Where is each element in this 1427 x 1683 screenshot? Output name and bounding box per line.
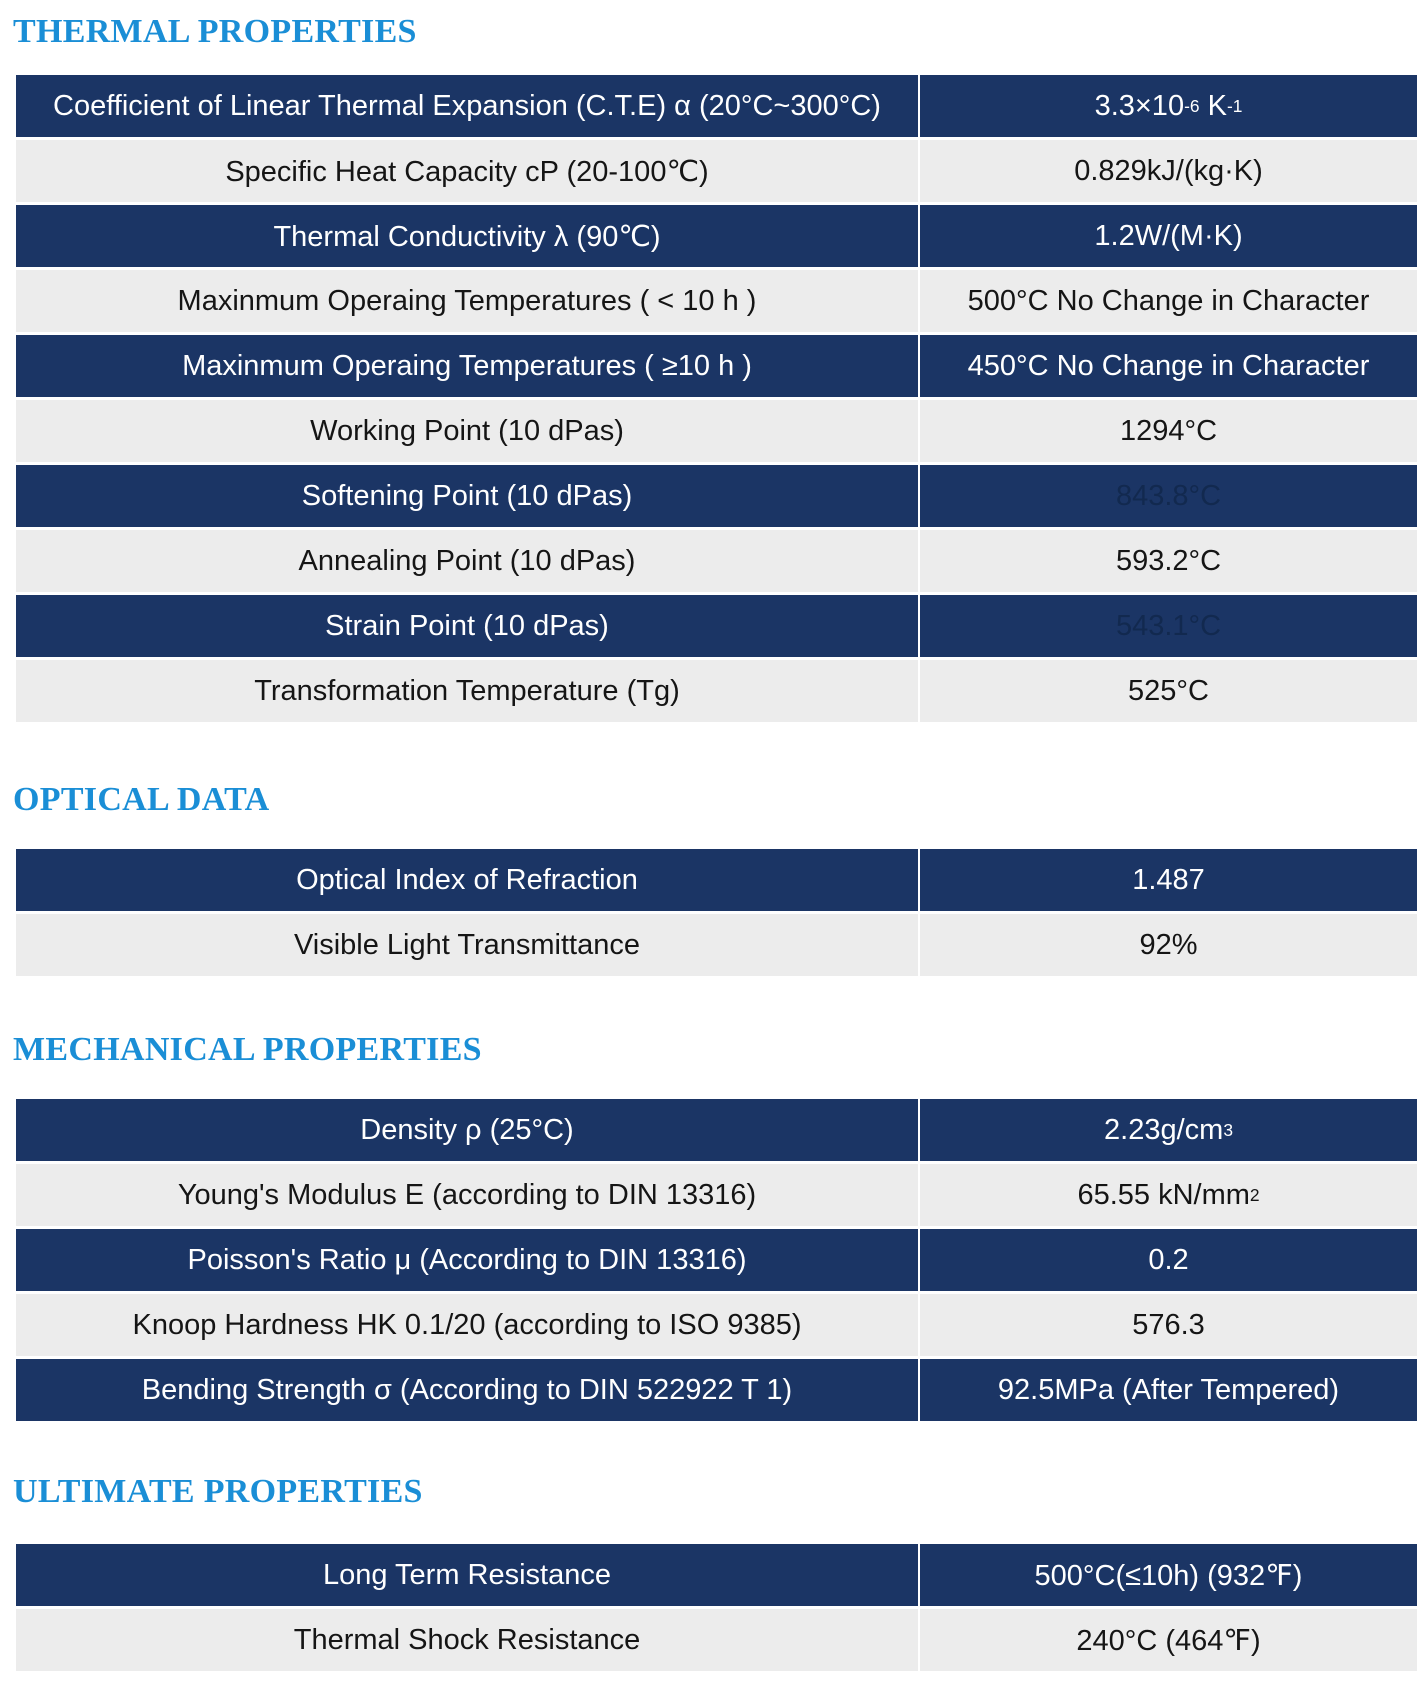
table-row: [16, 205, 1417, 267]
value-base: 3.3×10: [1094, 89, 1185, 122]
property-label: Strain Point (10 dPas): [16, 595, 918, 657]
table-row: [16, 75, 1417, 137]
table-row: [16, 140, 1417, 202]
property-label: Thermal Conductivity λ (90℃): [16, 205, 918, 267]
table-row: [16, 1229, 1417, 1291]
property-value: 65.55 kN/mm 2: [920, 1164, 1417, 1226]
property-value: 543.1°C: [920, 595, 1417, 657]
property-label: Softening Point (10 dPas): [16, 465, 918, 527]
property-value: 1.2W/(M·K): [920, 205, 1417, 267]
property-label: Specific Heat Capacity cP (20-100℃): [16, 140, 918, 202]
property-label: Maxinmum Operaing Temperatures ( ≥10 h ): [16, 335, 918, 397]
table-row: [16, 1164, 1417, 1226]
property-value: 525°C: [920, 660, 1417, 722]
table-row: [16, 660, 1417, 722]
table-row: [16, 1544, 1417, 1606]
property-value: 0.2: [920, 1229, 1417, 1291]
property-value: 593.2°C: [920, 530, 1417, 592]
property-label: Poisson's Ratio μ (According to DIN 13316): [16, 1229, 918, 1291]
property-label: Maxinmum Operaing Temperatures ( < 10 h ): [16, 270, 918, 332]
table-row: [16, 914, 1417, 976]
property-label: Annealing Point (10 dPas): [16, 530, 918, 592]
table-row: [16, 400, 1417, 462]
table-row: [16, 1099, 1417, 1161]
property-label: Bending Strength σ (According to DIN 522922 T 1): [16, 1359, 918, 1421]
property-value: 3.3×10 -6 K -1: [920, 75, 1417, 137]
property-label: Visible Light Transmittance: [16, 914, 918, 976]
table-row: [16, 1294, 1417, 1356]
property-value: 576.3: [920, 1294, 1417, 1356]
table-row: [16, 335, 1417, 397]
mechanical-properties-table: [16, 1099, 1417, 1421]
property-value: 2.23g/cm 3: [920, 1099, 1417, 1161]
property-label: Working Point (10 dPas): [16, 400, 918, 462]
optical-data-title: OPTICAL DATA: [13, 781, 270, 818]
property-label: Coefficient of Linear Thermal Expansion (C.T.E) α (20°C~300°C): [16, 75, 918, 137]
property-value: 500°C(≤10h) (932℉): [920, 1544, 1417, 1606]
property-label: Transformation Temperature (Tg): [16, 660, 918, 722]
thermal-properties-title: THERMAL PROPERTIES: [13, 13, 417, 50]
table-row: [16, 465, 1417, 527]
thermal-properties-table: [16, 75, 1417, 722]
value-base: 2.23g/cm: [1104, 1113, 1224, 1146]
property-label: Optical Index of Refraction: [16, 849, 918, 911]
property-value: 0.829kJ/(kg·K): [920, 140, 1417, 202]
property-value: 500°C No Change in Character: [920, 270, 1417, 332]
property-label: Young's Modulus E (according to DIN 13316): [16, 1164, 918, 1226]
table-row: [16, 270, 1417, 332]
property-label: Density ρ (25°C): [16, 1099, 918, 1161]
table-row: [16, 1359, 1417, 1421]
value-unit: K: [1199, 89, 1227, 122]
property-label: Thermal Shock Resistance: [16, 1609, 918, 1671]
table-row: [16, 1609, 1417, 1671]
property-value: 92%: [920, 914, 1417, 976]
ultimate-properties-table: [16, 1544, 1417, 1671]
property-value: 240°C (464℉): [920, 1609, 1417, 1671]
property-value: 1.487: [920, 849, 1417, 911]
table-row: [16, 595, 1417, 657]
property-value: 450°C No Change in Character: [920, 335, 1417, 397]
property-label: Long Term Resistance: [16, 1544, 918, 1606]
value-base: 65.55 kN/mm: [1077, 1178, 1250, 1211]
table-row: [16, 530, 1417, 592]
mechanical-properties-title: MECHANICAL PROPERTIES: [13, 1031, 482, 1068]
property-value: 92.5MPa (After Tempered): [920, 1359, 1417, 1421]
property-label: Knoop Hardness HK 0.1/20 (according to ISO 9385): [16, 1294, 918, 1356]
property-value: 1294°C: [920, 400, 1417, 462]
property-value: 843.8°C: [920, 465, 1417, 527]
table-row: [16, 849, 1417, 911]
ultimate-properties-title: ULTIMATE PROPERTIES: [13, 1473, 423, 1510]
optical-data-table: [16, 849, 1417, 976]
